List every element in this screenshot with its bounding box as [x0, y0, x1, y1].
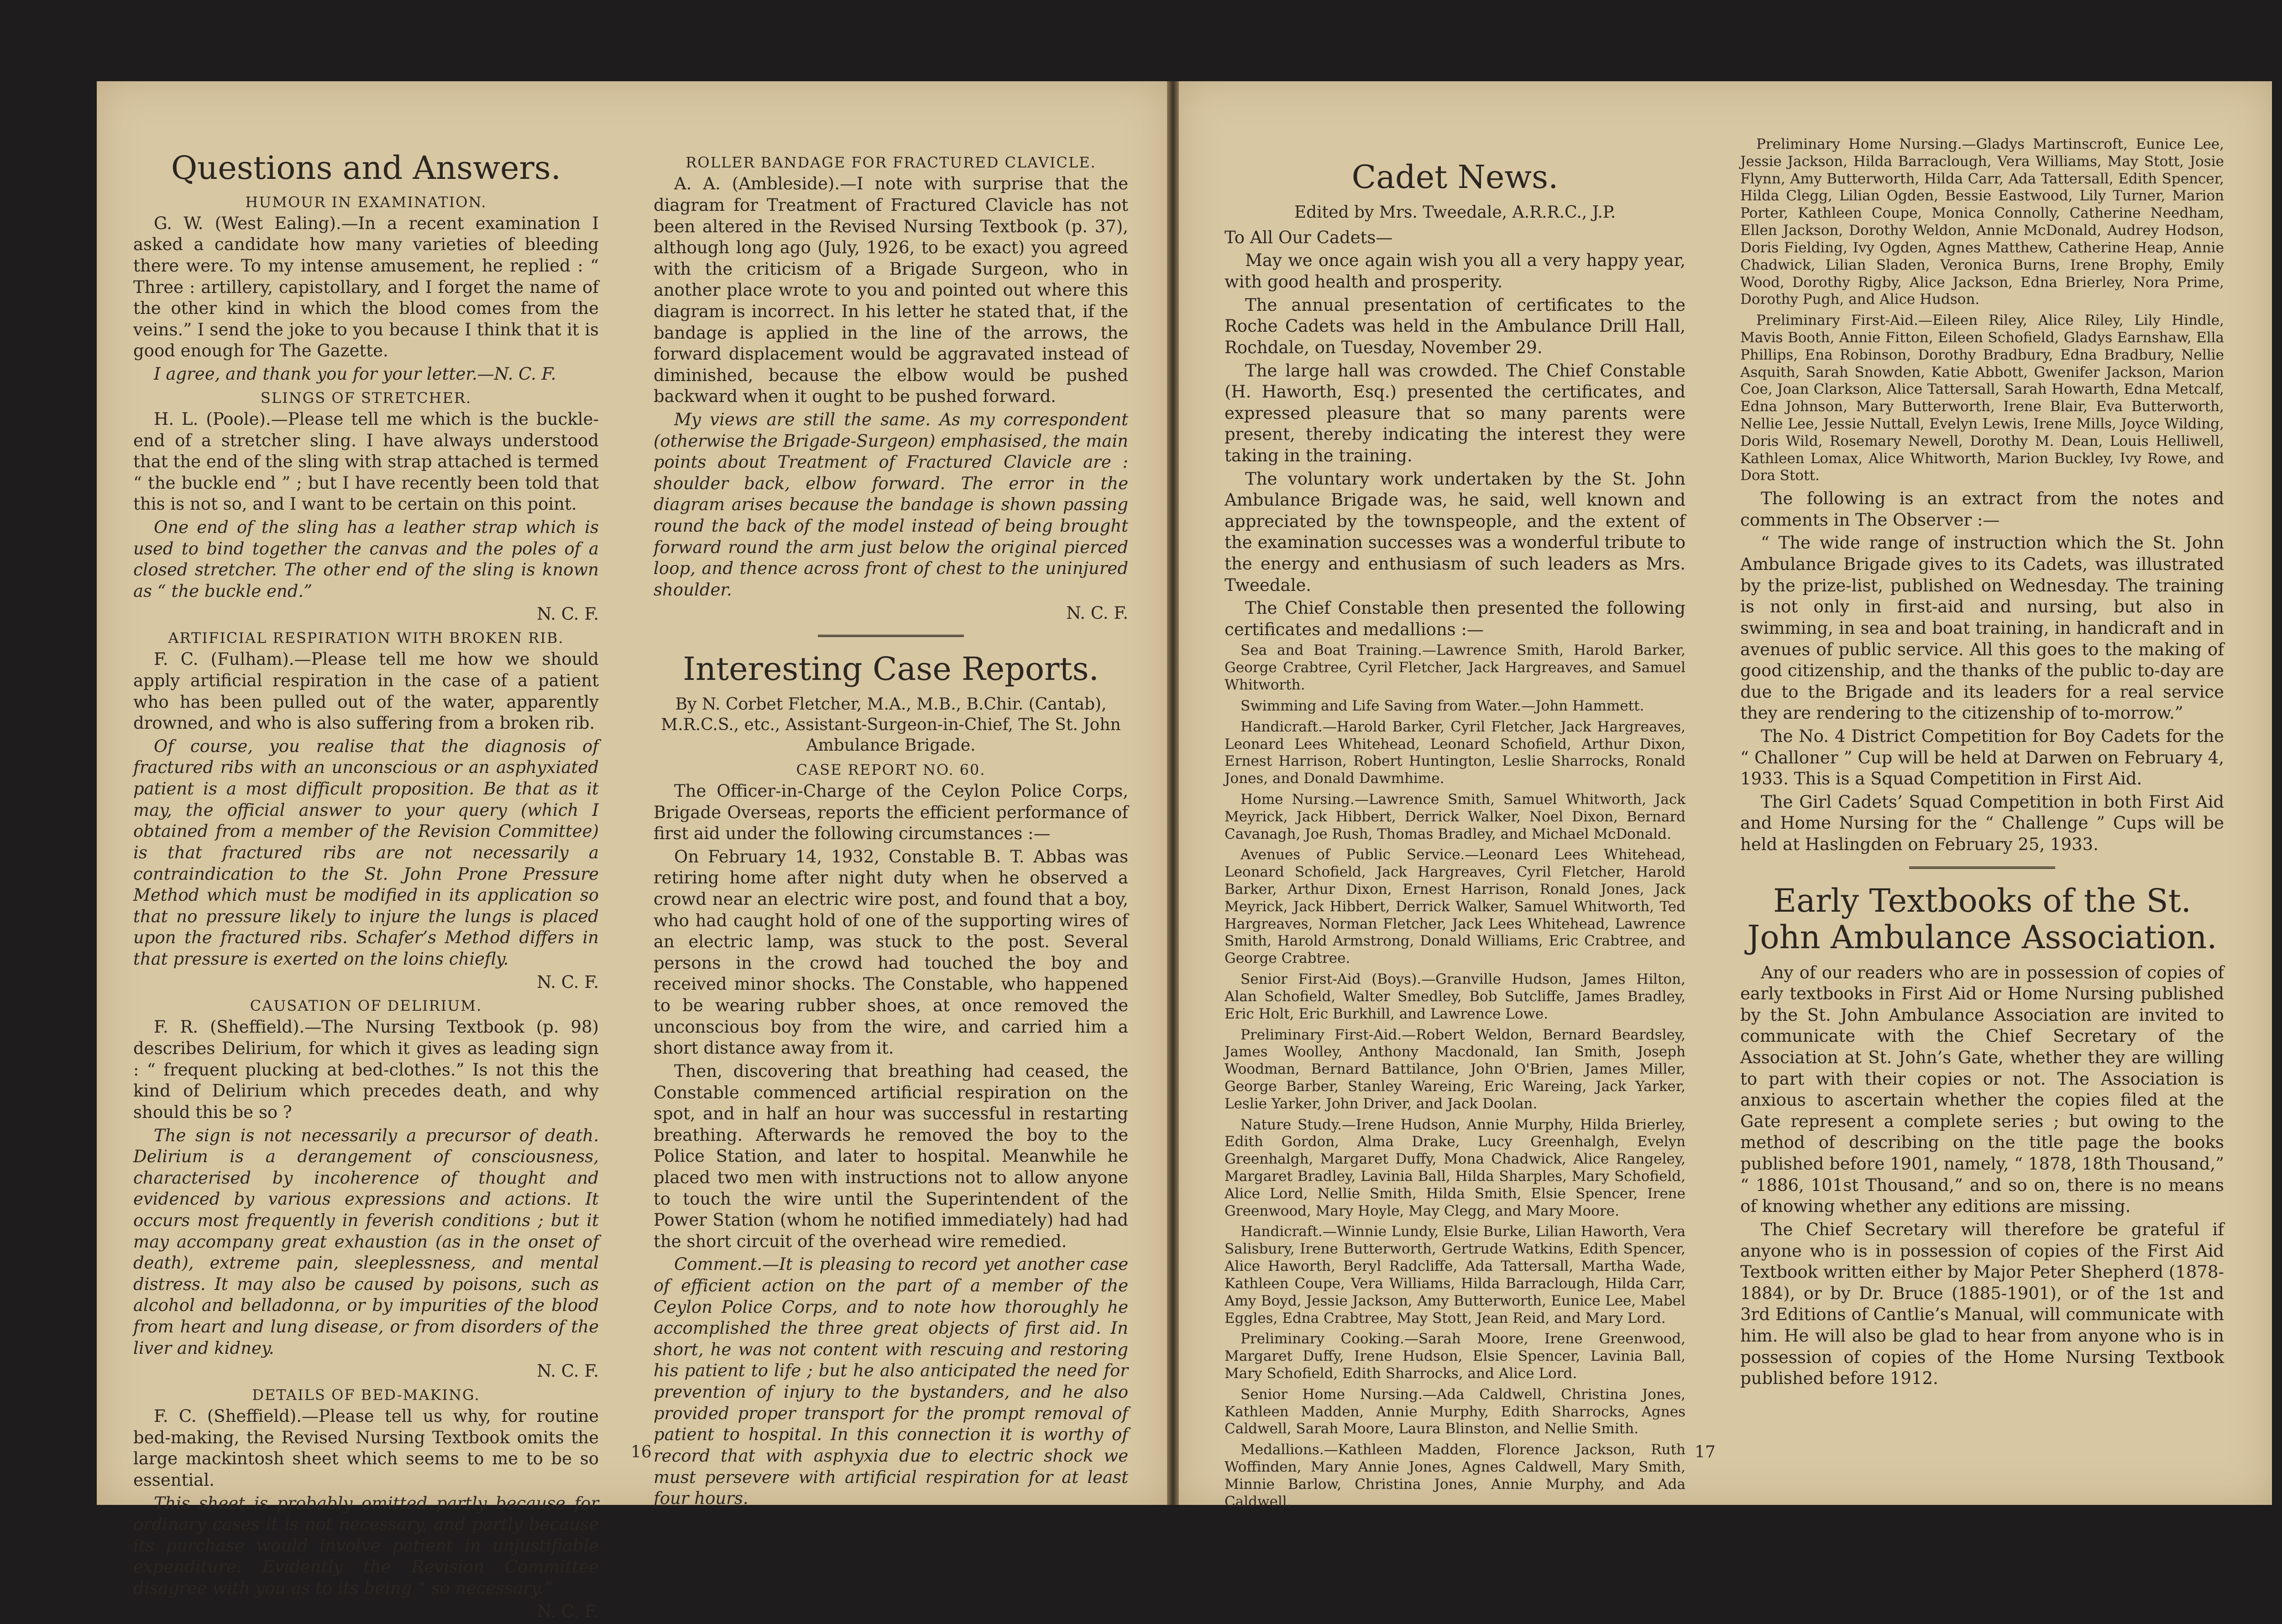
qa-column-1	[133, 136, 599, 1624]
cadet-paragraph: The Chief Constable then presented the following certificates and medallions :—	[1225, 598, 1685, 639]
qa-signature: N. C. F.	[1066, 603, 1128, 623]
cadet-editor: Edited by Mrs. Tweedale, A.R.R.C., J.P.	[1294, 203, 1616, 222]
qa-answer: My views are still the same. As my correspondent (otherwise the Brigade-Surgeon) emphasised, the main points about Treatment of Fractured Clavicle are : shoulder back, elbow forward. The error in the diagram arises because the bandage is shown passing round the back of the model instead of being brought forward round the arm just below the original pierced loop, and thence across front of chest to the uninjured shoulder.	[654, 410, 1128, 600]
cadet-paragraph: The No. 4 District Competition for Boy Cadets for the “ Challoner ” Cup will be held at Darwen on February 4, 1933. This is a Squad Competition in First Aid.	[1740, 726, 2224, 789]
book-gutter	[1167, 81, 1179, 1505]
cadet-paragraph: The following is an extract from the notes and comments in The Observer :—	[1740, 489, 2224, 530]
qa-answer: I agree, and thank you for your letter.—N. C. F.	[154, 364, 556, 384]
qa-heading-delirium: CAUSATION OF DELIRIUM.	[250, 997, 482, 1015]
cadet-paragraph: The voluntary work undertaken by the St. John Ambulance Brigade was, he said, well known and appreciated by the townspeople, and the extent of the examination successes was a wonderful tribute to the energy and enthusiasm of such leaders as Mrs. Tweedale.	[1225, 469, 1685, 595]
qa-signature: N. C. F.	[537, 972, 599, 992]
qa-answer: One end of the sling has a leather strap which is used to bind together the canvas and the poles of a closed stretcher. The other end of the sling is known as “ the buckle end.”	[133, 517, 599, 601]
certificate-list-item: Sea and Boat Training.—Lawrence Smith, Harold Barker, George Crabtree, Cyril Fletcher, Jack Hargreaves, and Samuel Whitworth.	[1225, 642, 1685, 694]
early-paragraph: Any of our readers who are in possession of copies of early textbooks in First Aid or Home Nursing published by the St. John Ambulance Association are invited to communicate with the Chief Secretary of the Association at St. John’s Gate, whether they are willing to part with their copies or not. The Association is anxious to ascertain whether the copies filed at the Gate represent a complete series ; but owing to the method of describing on the title page the books published before 1901, namely, “ 1878, 18th Thousand,” “ 1886, 101st Thousand,” and so on, there is no means of knowing whether any editions are missing.	[1740, 962, 2224, 1217]
qa-heading-artificial: ARTIFICIAL RESPIRATION WITH BROKEN RIB.	[168, 629, 564, 647]
qa-question: F. C. (Fulham).—Please tell me how we should apply artificial respiration in the case of a patient who has been pulled out of the water, apparently drowned, and who is also suffering from a broken rib.	[133, 649, 599, 733]
case-paragraph: Then, discovering that breathing had ceased, the Constable commenced artificial respiration on the spot, and in half an hour was successful in restarting breathing. Afterwards he removed the boy to the Police Station, and later to hospital. Meanwhile he placed two men with instructions not to allow anyone to touch the wire until the Superintendent of the Power Station (whom he notified immediately) had had the short circuit of the overhead wire remedied.	[654, 1061, 1128, 1251]
case-paragraph: The Officer-in-Charge of the Ceylon Police Corps, Brigade Overseas, reports the efficient performance of first aid under the following circumstances :—	[654, 781, 1128, 844]
case-paragraph: On February 14, 1932, Constable B. T. Abbas was retiring home after night duty when he observed a crowd near an electric wire post, and found that a boy, who had caught hold of one of the supporting wires of an electric lamp, was stuck to the post. Several persons in the crowd had touched the boy and received minor shocks. The Constable, who happened to be wearing rubber shoes, at once removed the unconscious boy from the wire, and carried him a short distance away from it.	[654, 846, 1128, 1058]
certificate-list-item: Senior Home Nursing.—Ada Caldwell, Christina Jones, Kathleen Madden, Annie Murphy, Edith Sharrocks, Agnes Caldwell, Sarah Moore, Laura Blinston, and Nellie Smith.	[1225, 1386, 1685, 1437]
qa-heading-humour: HUMOUR IN EXAMINATION.	[245, 193, 487, 211]
cadet-column-2	[1740, 136, 2224, 1391]
qa-column-2	[654, 150, 1128, 1511]
early-textbooks-title: Early Textbooks of the St. John Ambulance Association.	[1747, 882, 2217, 956]
section-divider	[818, 635, 964, 637]
qa-question: G. W. (West Ealing).—In a recent examination I asked a candidate how many varieties of bleeding there were. To my intense amusement, he replied : “ Three : artillery, capistollary, and I forget the name of the other kind in which the blood comes from the veins.” I send the joke to you because I think that it is good enough for The Gazette.	[133, 213, 599, 361]
qa-question: F. C. (Sheffield).—Please tell us why, for routine bed-making, the Revised Nursing Textbook omits the large mackintosh sheet which seems to me to be so essential.	[133, 1406, 599, 1490]
qa-answer: The sign is not necessarily a precursor of death. Delirium is a derangement of consciousness, characterised by incoherence of thought and evidenced by various expressions and actions. It occurs most frequently in feverish conditions ; but it may accompany great exhaustion (as in the onset of death), extreme pain, sleeplessness, and mental distress. It may also be caused by poisons, such as alcohol and belladonna, or by impurities of the blood from heart and lung disease, or from disorders of the liver and kidney.	[133, 1125, 599, 1358]
cadet-title: Cadet News.	[1351, 158, 1559, 196]
certificate-list-item: Handicraft.—Harold Barker, Cyril Fletcher, Jack Hargreaves, Leonard Lees Whitehead, Leonard Schofield, Arthur Dixon, Ernest Harrison, Robert Huntington, Leslie Sharrocks, Ronald Jones, and Donald Dawmhime.	[1225, 718, 1685, 787]
certificate-list-item: Swimming and Life Saving from Water.—John Hammett.	[1240, 697, 1644, 714]
qa-answer: Of course, you realise that the diagnosis of fractured ribs with an unconscious or an asphyxiated patient is a most difficult proposition. Be that as it may, the official answer to your query (which I obtained from a member of the Revision Committee) is that fractured ribs are not necessarily a contraindication to the St. John Prone Pressure Method which must be modified in its application so that no pressure likely to injure the lungs is placed upon the fractured ribs. Schafer’s Method differs in that pressure is exerted on the loins chiefly.	[133, 736, 599, 969]
certificate-list-item: Handicraft.—Winnie Lundy, Elsie Burke, Lilian Haworth, Vera Salisbury, Irene Butterworth, Gertrude Watkins, Edith Spencer, Alice Haworth, Beryl Radcliffe, Ada Tattersall, Martha Wade, Kathleen Coupe, Vera Williams, Hilda Barraclough, Hilda Carr, Amy Boyd, Jessie Jackson, Amy Butterworth, Eunice Lee, Mabel Eggles, Edna Crabtree, May Stott, Jean Reid, and Mary Lord.	[1225, 1223, 1685, 1326]
certificate-list-item: Preliminary Home Nursing.—Gladys Martinscroft, Eunice Lee, Jessie Jackson, Hilda Barraclough, Vera Williams, May Stott, Josie Flynn, Amy Butterworth, Hilda Carr, Ada Tattersall, Edith Spencer, Hilda Clegg, Lilian Ogden, Bessie Eastwood, Lily Turner, Marion Porter, Kathleen Coupe, Monica Connolly, Catherine Needham, Ellen Jackson, Dorothy Weldon, Annie McDonald, Audrey Hodson, Doris Fielding, Ivy Ogden, Agnes Matthew, Catherine Heap, Annie Chadwick, Lilian Sladen, Veronica Burns, Irene Brophy, Emily Wood, Dorothy Rigby, Alice Jackson, Edna Brierley, Nora Prime, Dorothy Pugh, and Alice Hudson.	[1740, 136, 2224, 308]
case-comment: Comment.—It is pleasing to record yet another case of efficient action on the part of a member of the Ceylon Police Corps, and to note how thoroughly he accomplished the three great objects of first aid. In short, he was not content with rescuing and restoring his patient to life ; but he also anticipated the need for prevention of injury to the bystanders, and he also provided proper transport for the prompt removal of patient to hospital. In this connection it is worthy of record that with asphyxia due to electric shock we must persevere with artificial respiration for at least four hours.	[654, 1254, 1128, 1509]
certificate-list-item: Preliminary First-Aid.—Eileen Riley, Alice Riley, Lily Hindle, Mavis Booth, Annie Fitton, Eileen Schofield, Gladys Earnshaw, Ella Phillips, Ena Robinson, Dorothy Bradbury, Edna Bradbury, Nellie Asquith, Sarah Snowden, Katie Abbott, Gwenifer Jackson, Marion Coe, Joan Clarkson, Alice Tattersall, Sarah Howarth, Edna Metcalf, Edna Johnson, Mary Butterworth, Irene Blair, Eva Butterworth, Nellie Lee, Jessie Nuttall, Evelyn Lewis, Irene Mills, Joyce Wilding, Doris Wild, Rosemary Newell, Dorothy M. Dean, Louis Helliwell, Kathleen Lomax, Alice Whitworth, Marion Buckley, Ivy Rowe, and Dora Stott.	[1740, 312, 2224, 484]
certificate-list-item: Home Nursing.—Lawrence Smith, Samuel Whitworth, Jack Meyrick, Jack Hibbert, Derrick Walker, Noel Dixon, Bernard Cavanagh, Joe Rush, Thomas Bradley, and Michael McDonald.	[1225, 791, 1685, 842]
certificate-list-item: Nature Study.—Irene Hudson, Annie Murphy, Hilda Brierley, Edith Gordon, Alma Drake, Lucy Greenhalgh, Evelyn Greenhalgh, Margaret Duffy, Mona Chadwick, Alice Rangeley, Margaret Bradley, Lavinia Ball, Hilda Sharples, Mary Schofield, Alice Lord, Nellie Smith, Hilda Smith, Elsie Spencer, Irene Greenwood, Mary Hoyle, May Clegg, and Mary Moore.	[1225, 1116, 1685, 1219]
cadet-column-1	[1225, 145, 1685, 1514]
cadet-paragraph: May we once again wish you all a very happy year, with good health and prosperity.	[1225, 251, 1685, 292]
certificate-list-item: Preliminary First-Aid.—Robert Weldon, Bernard Beardsley, James Woolley, Anthony Macdonald, Ian Smith, Joseph Woodman, Bernard Battilance, John O'Brien, James Miller, George Barber, Stanley Wareing, Eric Wareing, Jack Yarker, Leslie Yarker, John Driver, and Jack Doolan.	[1225, 1026, 1685, 1112]
qa-signature: N. C. F.	[537, 1361, 599, 1381]
section-divider	[1909, 867, 2055, 869]
cadet-paragraph: The annual presentation of certificates to the Roche Cadets was held in the Ambulance Drill Hall, Rochdale, on Tuesday, November 29.	[1225, 295, 1685, 357]
qa-heading-roller: ROLLER BANDAGE FOR FRACTURED CLAVICLE.	[686, 154, 1096, 171]
certificate-list-item: Senior First-Aid (Boys).—Granville Hudson, James Hilton, Alan Schofield, Walter Smedley, Bob Sutcliffe, James Bradley, Eric Holt, Eric Burkhill, and Lawrence Lowe.	[1225, 971, 1685, 1022]
certificate-list-item: Medallions.—Kathleen Madden, Florence Jackson, Ruth Woffinden, Mary Annie Jones, Agnes Caldwell, Mary Smith, Minnie Barlow, Christina Jones, Annie Murphy, and Ada Caldwell.	[1225, 1441, 1685, 1510]
page-number-right: 17	[1695, 1443, 1716, 1462]
qa-question: F. R. (Sheffield).—The Nursing Textbook (p. 98) describes Delirium, for which it gives as leading sign : “ frequent plucking at bed-clothes.” Is not this the kind of Delirium which precedes death, and why should this be so ?	[133, 1017, 599, 1122]
qa-signature: N. C. F.	[537, 1601, 599, 1621]
cadet-salutation: To All Our Cadets—	[1225, 227, 1393, 247]
case-report-number: CASE REPORT NO. 60.	[796, 761, 986, 778]
certificate-list-item: Avenues of Public Service.—Leonard Lees Whitehead, Leonard Schofield, Jack Hargreaves, Cyril Fletcher, Harold Barker, Arthur Dixon, Ernest Harrison, Ronald Jones, Jack Meyrick, Jack Hibbert, Derrick Walker, Samuel Whitworth, Ted Hargreaves, Norman Fletcher, Jack Lees Whitehead, Lawrence Smith, Harold Armstrong, Donald Williams, Eric Crabtree, and George Crabtree.	[1225, 846, 1685, 967]
cadet-paragraph: The large hall was crowded. The Chief Constable (H. Haworth, Esq.) presented the certificates, and expressed pleasure that so many parents were present, thereby indicating the interest they were taking in the training.	[1225, 360, 1685, 465]
qa-heading-bedmaking: DETAILS OF BED-MAKING.	[252, 1386, 480, 1404]
qa-answer: This sheet is probably omitted partly because for ordinary cases it is not necessary, and partly because its purchase would involve patient in unjustifiable expenditure. Evidently the Revision Committee disagree with you as to its being “ so necessary.”	[133, 1493, 599, 1598]
qa-title: Questions and Answers.	[171, 149, 561, 187]
left-page	[97, 81, 1167, 1621]
certificate-list-item: Preliminary Cooking.—Sarah Moore, Irene Greenwood, Margaret Duffy, Irene Hudson, Elsie Spencer, Lavinia Ball, Mary Schofield, Edith Sharrocks, and Alice Lord.	[1225, 1331, 1685, 1382]
case-byline: By N. Corbet Fletcher, M.A., M.B., B.Chir. (Cantab), M.R.C.S., etc., Assistant-Surgeon-in-Chief, The St. John Ambulance Brigade.	[661, 695, 1121, 755]
page-number-left: 16	[631, 1443, 652, 1462]
qa-heading-slings: SLINGS OF STRETCHER.	[260, 389, 472, 407]
certificate-lists-continued	[1740, 136, 2224, 485]
qa-question: A. A. (Ambleside).—I note with surprise that the diagram for Treatment of Fractured Clavicle has not been altered in the Revised Nursing Textbook (p. 37), although long ago (July, 1926, to be exact) you agreed with the criticism of a Brigade Surgeon, who in another place wrote to you and pointed out where this diagram is incorrect. In his letter he stated that, if the bandage is applied in the line of the arrows, the forward displacement would be aggravated instead of diminished, because the elbow would be pushed backward when it ought to be pushed forward.	[654, 174, 1128, 407]
qa-signature: N. C. F.	[537, 604, 599, 624]
right-page	[1179, 81, 2272, 1510]
early-paragraph: The Chief Secretary will therefore be grateful if anyone who is in possession of copies of the First Aid Textbook written either by Major Peter Shepherd (1878-1884), or by Dr. Bruce (1885-1901), or of the 1st and 3rd Editions of Cantlie’s Manual, will communicate with him. He will also be glad to hear from anyone who is in possession of copies of the Home Nursing Textbook published before 1912.	[1740, 1219, 2224, 1389]
observer-extract: “ The wide range of instruction which the St. John Ambulance Brigade gives to its Cadets, was illustrated by the prize-list, published on Wednesday. The training is not only in first-aid and nursing, but also in swimming, in sea and boat training, in handicraft and in avenues of public service. All this goes to the making of good citizenship, and the thanks of the public to-day are due to the Brigade and its leaders for a real service they are rendering to the citizenship of to-morrow.”	[1740, 533, 2224, 723]
case-title: Interesting Case Reports.	[683, 650, 1099, 688]
qa-question: H. L. (Poole).—Please tell me which is the buckle-end of a stretcher sling. I have always understood that the end of the sling with strap attached is termed “ the buckle end ” ; but I have recently been told that this is not so, and I want to be certain on this point.	[133, 409, 599, 514]
cadet-paragraph: The Girl Cadets’ Squad Competition in both First Aid and Home Nursing for the “ Challenge ” Cups will be held at Haslingden on February 25, 1933.	[1740, 792, 2224, 854]
certificate-lists	[1225, 642, 1685, 1510]
